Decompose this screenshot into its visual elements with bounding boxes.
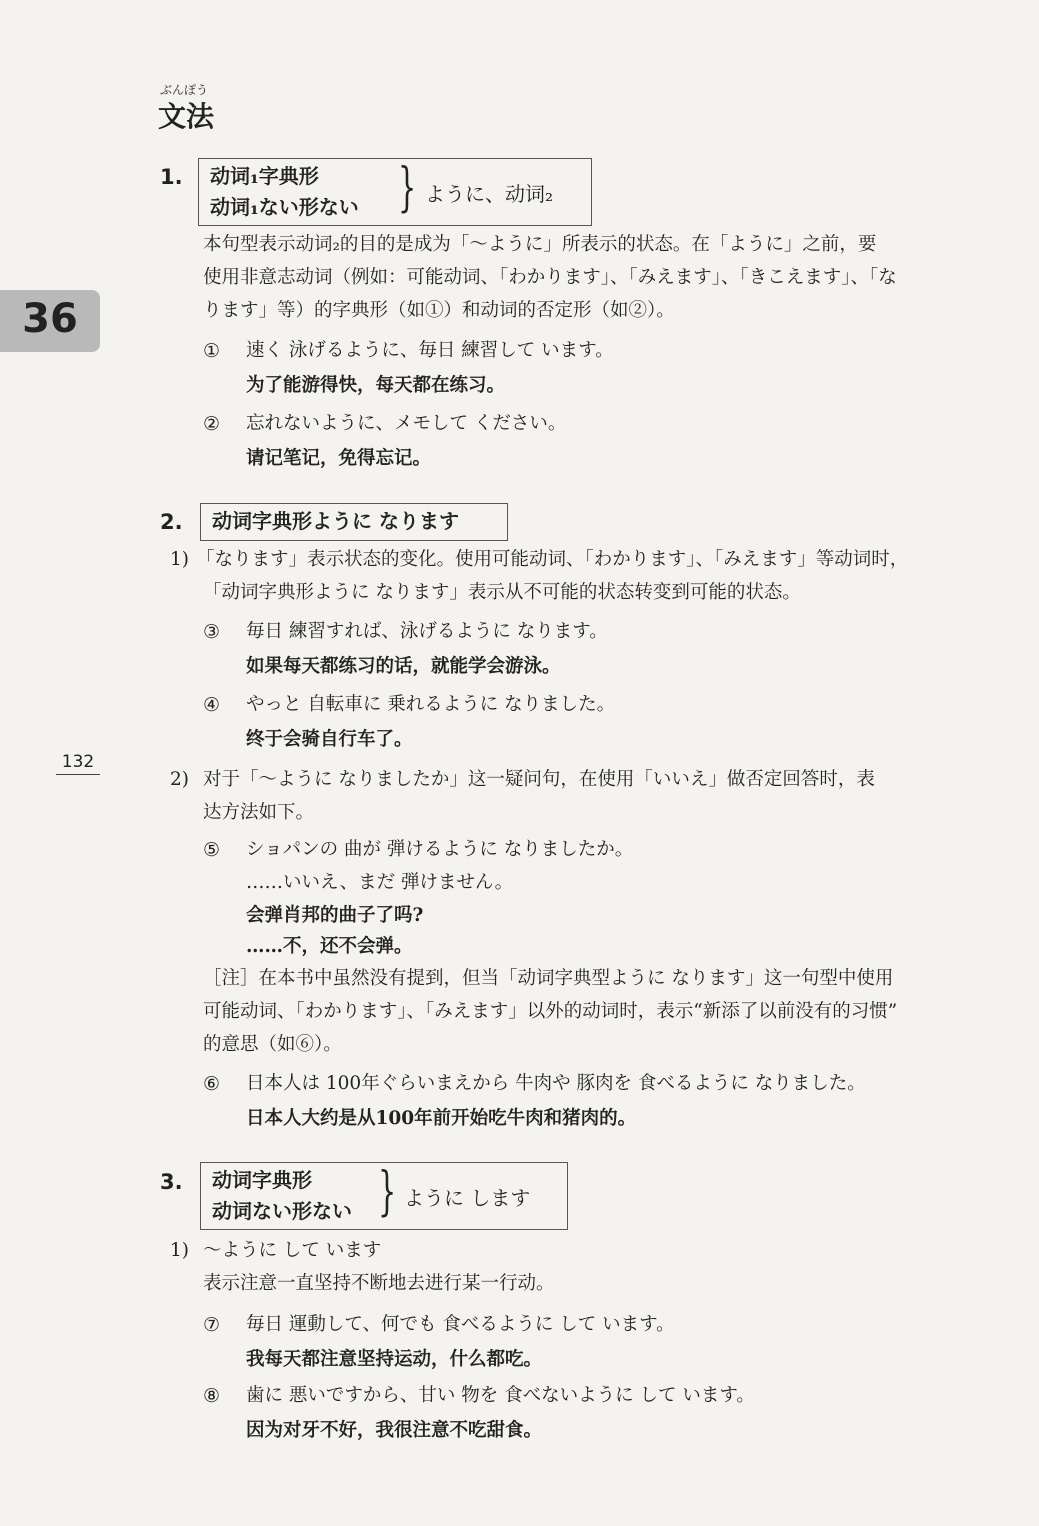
- section-1-number: 1.: [160, 165, 183, 189]
- section-2-pattern: 动词字典形ように なります: [212, 509, 459, 533]
- section-2-number: 2.: [160, 510, 183, 534]
- title-ruby: ぶんぽう: [160, 83, 209, 97]
- section-1-pattern-result: ように、动词₂: [425, 182, 554, 206]
- example-8-japanese: 歯に 悪いですから、甘い 物を 食べないように して います。: [246, 1385, 755, 1406]
- example-2-chinese: 请记笔记，免得忘记。: [246, 448, 432, 469]
- section-2-point-2-line1: 对于「～ように なりましたか」这一疑问句，在使用「いいえ」做否定回答时，表: [203, 769, 875, 790]
- page-number: 132: [56, 752, 100, 775]
- section-3-pattern-result: ように します: [404, 1186, 531, 1210]
- example-3-chinese: 如果每天都练习的话，就能学会游泳。: [246, 656, 561, 677]
- example-6-japanese: 日本人は 100年ぐらいまえから 牛肉や 豚肉を 食べるように なりました。: [246, 1073, 866, 1094]
- example-4-number: ④: [203, 694, 221, 716]
- example-1-number: ①: [203, 340, 221, 362]
- section-2-point-1-number: 1): [170, 549, 189, 570]
- example-6-chinese: 日本人大约是从100年前开始吃牛肉和猪肉的。: [246, 1108, 637, 1129]
- example-2-japanese: 忘れないように、メモして ください。: [246, 413, 567, 434]
- section-2-point-2-number: 2): [170, 769, 189, 790]
- example-3-japanese: 毎日 練習すれば、泳げるように なります。: [246, 621, 608, 642]
- example-3-number: ③: [203, 621, 221, 643]
- example-4-japanese: やっと 自転車に 乗れるように なりました。: [246, 694, 616, 715]
- section-3-pattern-line1: 动词字典形: [212, 1168, 312, 1192]
- example-4-chinese: 终于会骑自行车了。: [246, 729, 413, 750]
- note-line3: 的意思（如⑥）。: [203, 1034, 342, 1055]
- section-1-pattern-line2: 动词₁ない形ない: [210, 195, 359, 219]
- note-line2: 可能动词、「わかります」、「みえます」以外的动词时，表示“新添了以前没有的习惯”: [203, 1001, 898, 1022]
- section-1-para-line3: ります」等）的字典形（如①）和动词的否定形（如②）。: [203, 300, 675, 321]
- page-title: 文法: [158, 100, 215, 133]
- section-1-para-line2: 使用非意志动词（例如：可能动词、「わかります」、「みえます」、「きこえます」、「な: [203, 267, 897, 288]
- example-8-number: ⑧: [203, 1385, 221, 1407]
- chapter-number: 36: [22, 296, 78, 342]
- example-5-chinese-a: ……不，还不会弹。: [246, 936, 413, 957]
- example-7-number: ⑦: [203, 1314, 221, 1336]
- section-3-point-1-text: 表示注意一直坚持不断地去进行某一行动。: [203, 1273, 555, 1294]
- section-3-brace: }: [378, 1162, 397, 1222]
- section-1-brace: }: [398, 158, 417, 218]
- example-8-chinese: 因为对牙不好，我很注意不吃甜食。: [246, 1420, 543, 1441]
- section-2-point-1-line1: 「なります」表示状态的变化。使用可能动词、「わかります」、「みえます」等动词时，: [196, 549, 909, 570]
- chapter-tab: [0, 290, 100, 352]
- example-7-japanese: 毎日 運動して、何でも 食べるように して います。: [246, 1314, 675, 1335]
- example-1-chinese: 为了能游得快，每天都在练习。: [246, 375, 506, 396]
- section-1-pattern-line1: 动词₁字典形: [210, 164, 319, 188]
- note-line1: ［注］在本书中虽然没有提到，但当「动词字典型ように なります」这一句型中使用: [203, 968, 894, 989]
- section-2-point-1-line2: 「动词字典形ように なります」表示从不可能的状态转变到可能的状态。: [203, 582, 801, 603]
- section-3-number: 3.: [160, 1170, 183, 1194]
- example-1-japanese: 速く 泳げるように、毎日 練習して います。: [246, 340, 614, 361]
- example-7-chinese: 我每天都注意坚持运动，什么都吃。: [246, 1349, 543, 1370]
- section-2-point-2-line2: 达方法如下。: [203, 802, 315, 823]
- example-5-japanese-a: ……いいえ、まだ 弾けません。: [246, 872, 514, 893]
- section-1-para-line1: 本句型表示动词₂的目的是成为「～ように」所表示的状态。在「ように」之前，要: [203, 234, 877, 255]
- example-5-number: ⑤: [203, 839, 221, 861]
- example-5-chinese-q: 会弹肖邦的曲子了吗?: [246, 905, 424, 926]
- section-3-point-1-title: ～ように して います: [203, 1240, 382, 1261]
- example-2-number: ②: [203, 413, 221, 435]
- example-5-japanese-q: ショパンの 曲が 弾けるように なりましたか。: [246, 839, 634, 860]
- section-3-point-1-number: 1): [170, 1240, 189, 1261]
- example-6-number: ⑥: [203, 1073, 221, 1095]
- section-3-pattern-line2: 动词ない形ない: [212, 1199, 352, 1223]
